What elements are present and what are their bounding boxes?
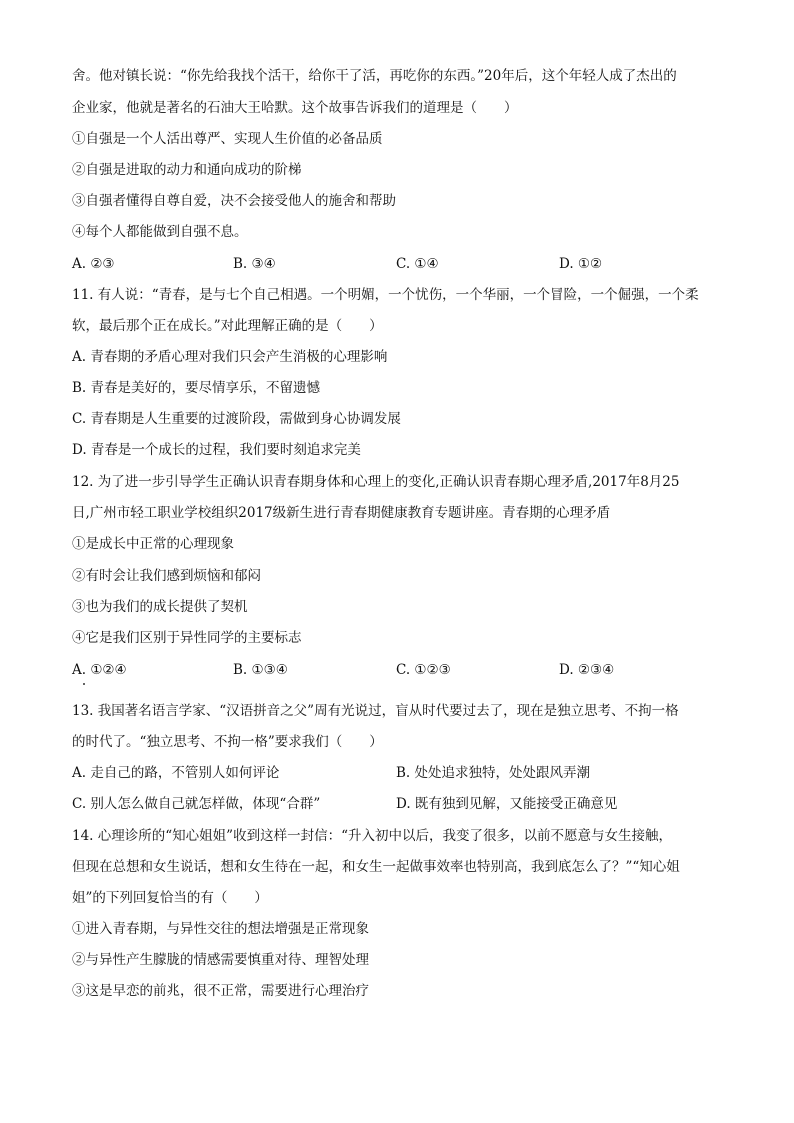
q13-option-a: A. 走自己的路，不管别人如何评论 — [72, 765, 280, 781]
q10-stem-line-2: 企业家，他就是著名的石油大王哈默。这个故事告诉我们的道理是（ ） — [72, 100, 518, 116]
q12-option-a: A. ①②④ — [72, 662, 127, 678]
q11-stem-line-1: 11. 有人说：“青春，是与七个自己相遇。一个明媚，一个忧伤，一个华丽，一个冒险，一个倔强，一个柔 — [72, 287, 699, 303]
q12-option-b: B. ①③④ — [233, 662, 288, 678]
q12-stem-line-1: 12. 为了进一步引导学生正确认识青春期身体和心理上的变化,正确认识青春期心理矛盾,2017年8月25 — [72, 474, 680, 490]
q13-stem-line-1: 13. 我国著名语言学家、“汉语拼音之父”周有光说过，盲从时代要过去了，现在是独立思考、不拘一格 — [72, 703, 679, 719]
q14-stem-line-2: 但现在总想和女生说话，想和女生待在一起，和女生一起做事效率也特别高，我到底怎么了？”“知心姐 — [72, 859, 680, 875]
q13-stem-line-2: 的时代了。“独立思考、不拘一格”要求我们（ ） — [72, 734, 383, 750]
q12-option-c: C. ①②③ — [396, 662, 451, 678]
q10-statement-2: ②自强是进取的动力和通向成功的阶梯 — [72, 162, 302, 178]
stray-dot — [83, 683, 85, 685]
q14-stem-line-1: 14. 心理诊所的“知心姐姐”收到这样一封信：“升入初中以后，我变了很多，以前不愿意与女生接触， — [72, 828, 672, 844]
q11-option-c: C. 青春期是人生重要的过渡阶段，需做到身心协调发展 — [72, 411, 401, 427]
q12-option-d: D. ②③④ — [559, 662, 615, 678]
q11-option-a: A. 青春期的矛盾心理对我们只会产生消极的心理影响 — [72, 349, 388, 365]
q10-option-c: C. ①④ — [396, 256, 439, 272]
q10-option-d: D. ①② — [559, 256, 603, 272]
q14-statement-3: ③这是早恋的前兆，很不正常，需要进行心理治疗 — [72, 983, 369, 999]
q14-statement-1: ①进入青春期，与异性交往的想法增强是正常现象 — [72, 921, 369, 937]
q11-option-d: D. 青春是一个成长的过程，我们要时刻追求完美 — [72, 442, 361, 458]
q10-stem-line-1: 舍。他对镇长说：“你先给我找个活干，给你干了活，再吃你的东西。”20年后，这个年轻人成了杰出的 — [72, 68, 677, 84]
q12-stem-line-2: 日,广州市轻工职业学校组织2017级新生进行青春期健康教育专题讲座。青春期的心理矛盾 — [72, 505, 611, 521]
q14-statement-2: ②与异性产生朦胧的情感需要慎重对待、理智处理 — [72, 952, 369, 968]
q10-statement-4: ④每个人都能做到自强不息。 — [72, 224, 248, 240]
q10-option-b: B. ③④ — [233, 256, 276, 272]
q12-statement-3: ③也为我们的成长提供了契机 — [72, 599, 248, 615]
q12-statement-4: ④它是我们区别于异性同学的主要标志 — [72, 630, 302, 646]
q13-option-b: B. 处处追求独特，处处跟风弄潮 — [396, 765, 591, 781]
q13-option-d: D. 既有独到见解，又能接受正确意见 — [396, 796, 618, 812]
q12-statement-1: ①是成长中正常的心理现象 — [72, 536, 234, 552]
q12-statement-2: ②有时会让我们感到烦恼和郁闷 — [72, 568, 261, 584]
q14-stem-line-3: 姐”的下列回复恰当的有（ ） — [72, 890, 268, 906]
q11-stem-line-2: 软，最后那个正在成长。”对此理解正确的是（ ） — [72, 318, 383, 334]
q13-option-c: C. 别人怎么做自己就怎样做，体现“合群” — [72, 796, 321, 812]
q10-option-a: A. ②③ — [72, 256, 115, 272]
q11-option-b: B. 青春是美好的，要尽情享乐，不留遗憾 — [72, 380, 321, 396]
q10-statement-1: ①自强是一个人活出尊严、实现人生价值的必备品质 — [72, 131, 383, 147]
q10-statement-3: ③自强者懂得自尊自爱，决不会接受他人的施舍和帮助 — [72, 193, 396, 209]
